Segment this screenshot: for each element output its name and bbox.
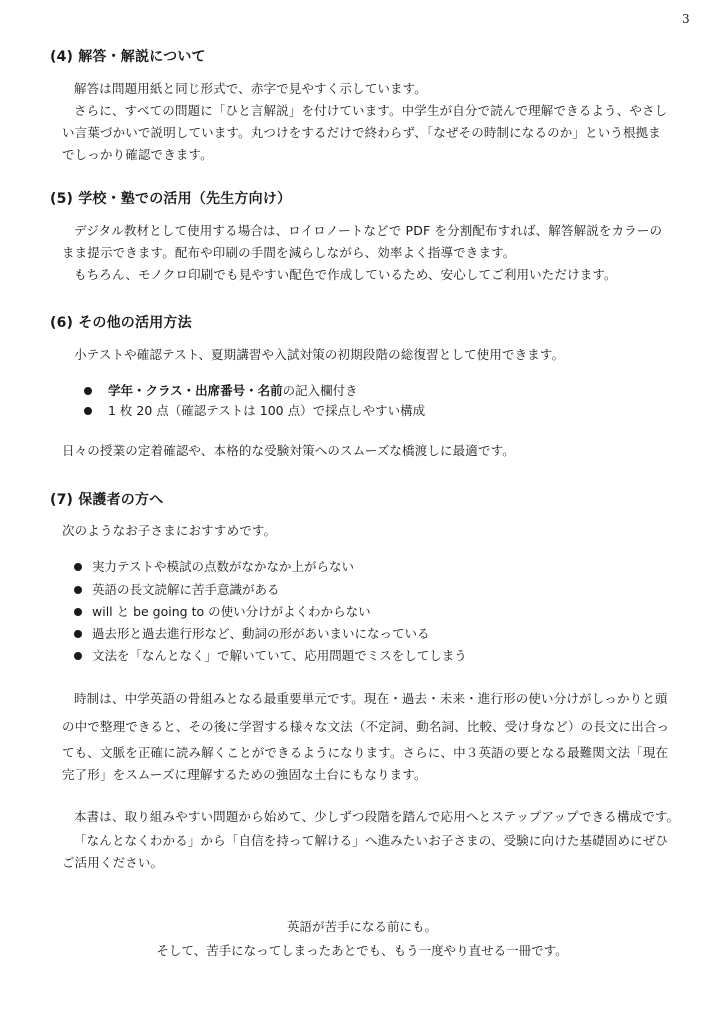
s7-bullet-5: 文法を「なんとなく」で解いていて、応用問題でミスをしてしまう (74, 645, 467, 667)
s7-bullet-2: 英語の長文読解に苦手意識がある (74, 579, 280, 601)
bullet-dot-icon (74, 608, 82, 616)
s4-line-3: い言葉づかいで説明しています。丸つけをするだけで終わらず、「なぜその時制になるのか」という根拠ま (62, 125, 661, 140)
s7-p2-line-3: ご活用ください。 (62, 855, 164, 870)
s7-p2-line-2: 「なんとなくわかる」から「自信を持って解ける」へ進みたいお子さまの、受験に向けた基礎固めにぜひ (74, 833, 669, 848)
s6-intro: 小テストや確認テスト、夏期講習や入試対策の初期段階の総復習として使用できます。 (74, 347, 565, 362)
bullet-dot-icon (74, 586, 82, 594)
s7-p1-line-1: 時制は、中学英語の骨組みとなる最重要単元です。現在・過去・未来・進行形の使い分けがしっかりと頭 (74, 691, 668, 706)
s5-line-2: まま提示できます。配布や印刷の手間を減らしながら、効率よく指導できます。 (62, 245, 516, 260)
s7-p1-line-2: の中で整理できると、その後に学習する様々な文法（不定詞、動名詞、比較、受け身など）の長文に出合っ (62, 719, 670, 734)
s6-bullet-1-rest: の記入欄付き (282, 383, 358, 398)
closing-line-2: そして、苦手になってしまったあとでも、もう一度やり直せる一冊です。 (156, 943, 568, 958)
s4-line-1: 解答は問題用紙と同じ形式で、赤字で見やすく示しています。 (74, 81, 427, 96)
s7-p1-line-3: ても、文脈を正確に読み解くことができるようになります。さらに、中３英語の要となる最難関文法「現在 (62, 745, 669, 760)
section-4-heading: (4) 解答・解説について (50, 49, 206, 65)
s4-line-2: さらに、すべての問題に「ひと言解説」を付けています。中学生が自分で読んで理解できるよう、やさし (74, 103, 668, 118)
s7-bullet-1: 実力テストや模試の点数がなかなか上がらない (74, 556, 354, 578)
s5-line-1: デジタル教材として使用する場合は、ロイロノートなどで PDF を分割配布すれば、解答解説をカラーの (74, 223, 663, 238)
section-6-heading: (6) その他の活用方法 (50, 315, 192, 331)
s6-bullet-2-text: 1 枚 20 点（確認テストは 100 点）で採点しやすい構成 (108, 403, 426, 418)
bullet-dot-icon (74, 652, 82, 660)
closing-line-1: 英語が苦手になる前にも。 (286, 919, 437, 934)
bullet-dot-icon (84, 387, 92, 395)
s4-line-4: でしっかり確認できます。 (62, 147, 213, 162)
section-5-heading: (5) 学校・塾での活用（先生方向け） (50, 191, 292, 207)
s7-p1-line-4: 完了形」をスムーズに理解するための強固な土台にもなります。 (62, 767, 427, 782)
page-number: 3 (682, 12, 690, 26)
s7-bullet-4: 過去形と過去進行形など、動詞の形があいまいになっている (74, 623, 430, 645)
s6-bullet-1 (84, 380, 358, 402)
s5-line-3: もちろん、モノクロ印刷でも見やすい配色で作成しているため、安心してご利用いただけます。 (74, 267, 617, 282)
s7-bullet-3: will と be going to の使い分けがよくわからない (74, 601, 371, 623)
bullet-dot-icon (84, 407, 92, 415)
s6-outro: 日々の授業の定着確認や、本格的な受験対策へのスムーズな橋渡しに最適です。 (62, 443, 515, 458)
s6-bullet-1-bold: 学年・クラス・出席番号・名前 (108, 383, 283, 398)
bullet-dot-icon (74, 630, 82, 638)
bullet-dot-icon (74, 563, 82, 571)
s7-intro: 次のようなお子さまにおすすめです。 (62, 523, 277, 538)
section-7-heading: (7) 保護者の方へ (50, 492, 164, 508)
s7-p2-line-1: 本書は、取り組みやすい問題から始めて、少しずつ段階を踏んで応用へとステップアップできる構成です。 (74, 809, 680, 824)
s6-bullet-2 (84, 400, 425, 422)
